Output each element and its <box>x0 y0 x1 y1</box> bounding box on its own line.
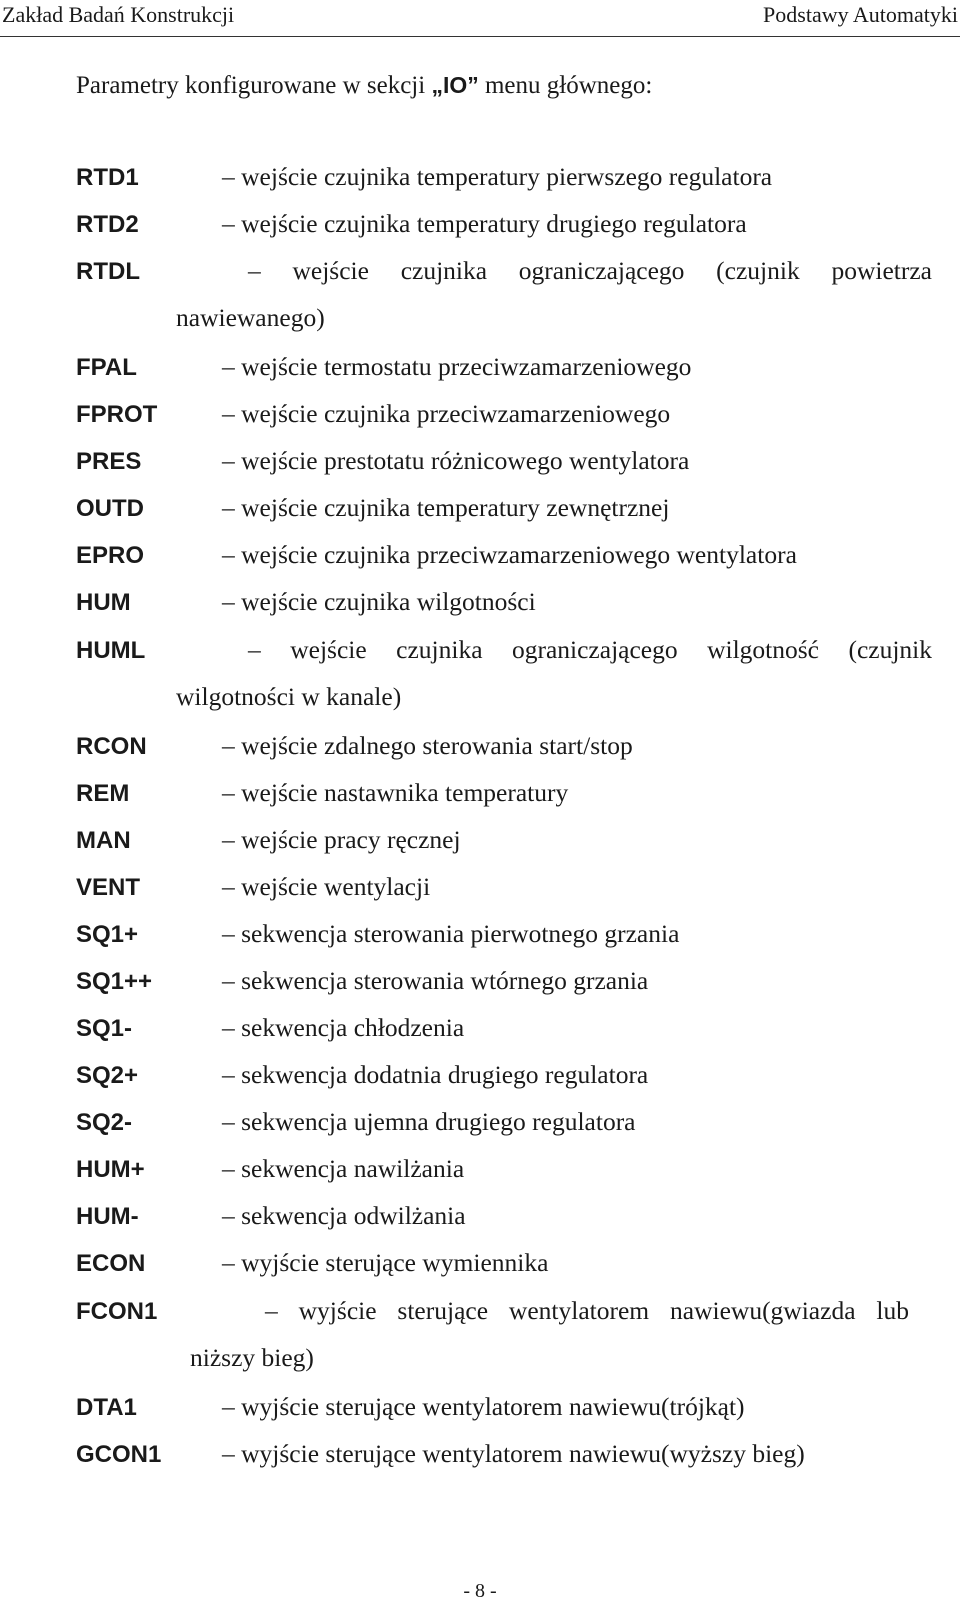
parameter-description: – wyjście sterujące wentylatorem nawiewu(gwiazda lub <box>265 1296 909 1325</box>
parameter-description: – wejście czujnika przeciwzamarzeniowego wentylatora <box>222 540 797 569</box>
parameter-description: – wejście czujnika ograniczającego (czujnik powietrza <box>248 256 932 285</box>
parameter-code: FPAL <box>76 354 137 381</box>
intro-keyword: „IO” <box>431 72 479 98</box>
intro-text-after: menu głównego: <box>478 72 653 99</box>
parameter-entry <box>0 397 960 441</box>
parameter-entry <box>0 1011 960 1055</box>
parameter-code: FPROT <box>76 401 158 428</box>
parameter-code: RTDL <box>76 258 140 285</box>
parameter-code: SQ1+ <box>76 921 139 948</box>
parameter-entry <box>0 1246 960 1290</box>
parameter-code: DTA1 <box>76 1394 137 1421</box>
parameter-description: – sekwencja sterowania wtórnego grzania <box>222 966 649 995</box>
parameter-entry <box>0 1152 960 1196</box>
parameter-entry <box>0 917 960 961</box>
parameter-code: OUTD <box>76 495 144 522</box>
parameter-entry <box>0 1058 960 1102</box>
intro-paragraph <box>76 72 652 100</box>
parameter-entry <box>0 1294 960 1338</box>
parameter-description: – wejście pracy ręcznej <box>222 825 461 854</box>
parameter-code: MAN <box>76 827 131 854</box>
parameter-entry <box>0 1437 960 1481</box>
parameter-code: SQ1- <box>76 1015 133 1042</box>
page-number: - 8 - <box>463 1580 497 1602</box>
parameter-entry <box>0 1105 960 1149</box>
parameter-description: – wejście czujnika temperatury zewnętrznej <box>222 493 670 522</box>
parameter-entry <box>0 1199 960 1243</box>
parameter-code: RTD1 <box>76 164 139 191</box>
parameter-code: ECON <box>76 1250 146 1277</box>
parameter-entry <box>0 823 960 867</box>
parameter-code: VENT <box>76 874 141 901</box>
parameter-code: RTD2 <box>76 211 139 238</box>
parameter-description: – wejście czujnika temperatury pierwszego regulatora <box>222 162 773 191</box>
parameter-description: – wyjście sterujące wentylatorem nawiewu(trójkąt) <box>222 1392 745 1421</box>
parameter-description: – wyjście sterujące wymiennika <box>222 1248 549 1277</box>
parameter-description: – wejście wentylacji <box>222 872 431 901</box>
parameter-description: – sekwencja ujemna drugiego regulatora <box>222 1107 636 1136</box>
parameter-entry <box>0 444 960 488</box>
parameter-code: EPRO <box>76 542 145 569</box>
parameter-code: FCON1 <box>76 1298 158 1325</box>
parameter-code: RCON <box>76 733 147 760</box>
parameter-code: HUML <box>76 637 146 664</box>
parameter-description-continuation: nawiewanego) <box>176 303 325 332</box>
parameter-entry <box>0 729 960 773</box>
parameter-entry <box>0 776 960 820</box>
intro-text-before: Parametry konfigurowane w sekcji <box>76 72 432 99</box>
parameter-entry <box>0 870 960 914</box>
parameter-code: HUM <box>76 589 131 616</box>
page-header <box>0 0 960 37</box>
parameter-description: – sekwencja nawilżania <box>222 1154 465 1183</box>
parameter-entry <box>0 633 960 677</box>
parameter-description: – sekwencja odwilżania <box>222 1201 466 1230</box>
parameter-description: – wejście nastawnika temperatury <box>222 778 569 807</box>
parameter-description: – wejście prestotatu różnicowego wentylatora <box>222 446 690 475</box>
parameter-entry <box>0 491 960 535</box>
parameter-code: SQ2+ <box>76 1062 139 1089</box>
parameter-code: GCON1 <box>76 1441 162 1468</box>
parameter-description: – wejście czujnika temperatury drugiego regulatora <box>222 209 747 238</box>
parameter-entry <box>0 160 960 204</box>
parameter-entry <box>0 350 960 394</box>
parameter-entry <box>0 1390 960 1434</box>
parameter-entry <box>0 964 960 1008</box>
parameter-description: – sekwencja sterowania pierwotnego grzania <box>222 919 680 948</box>
parameter-code: HUM+ <box>76 1156 145 1183</box>
parameter-description: – sekwencja chłodzenia <box>222 1013 465 1042</box>
parameter-description: – wejście czujnika wilgotności <box>222 587 536 616</box>
parameter-description-continuation: niższy bieg) <box>190 1343 314 1372</box>
parameter-description-continuation: wilgotności w kanale) <box>176 682 402 711</box>
parameter-entry <box>0 207 960 251</box>
parameter-description: – wejście czujnika ograniczającego wilgotność (czujnik <box>248 635 932 664</box>
header-right-title: Podstawy Automatyki <box>763 2 958 27</box>
parameter-description: – wyjście sterujące wentylatorem nawiewu(wyższy bieg) <box>222 1439 805 1468</box>
parameter-code: SQ1++ <box>76 968 153 995</box>
parameter-description: – wejście czujnika przeciwzamarzeniowego <box>222 399 671 428</box>
parameter-code: PRES <box>76 448 142 475</box>
parameter-description: – sekwencja dodatnia drugiego regulatora <box>222 1060 649 1089</box>
parameter-entry <box>0 254 960 298</box>
parameter-description: – wejście termostatu przeciwzamarzeniowego <box>222 352 692 381</box>
parameter-entry <box>0 538 960 582</box>
parameter-description: – wejście zdalnego sterowania start/stop <box>222 731 633 760</box>
header-left-title: Zakład Badań Konstrukcji <box>2 2 235 27</box>
parameter-code: HUM- <box>76 1203 139 1230</box>
parameter-entry <box>0 585 960 629</box>
parameter-code: REM <box>76 780 130 807</box>
parameter-code: SQ2- <box>76 1109 133 1136</box>
